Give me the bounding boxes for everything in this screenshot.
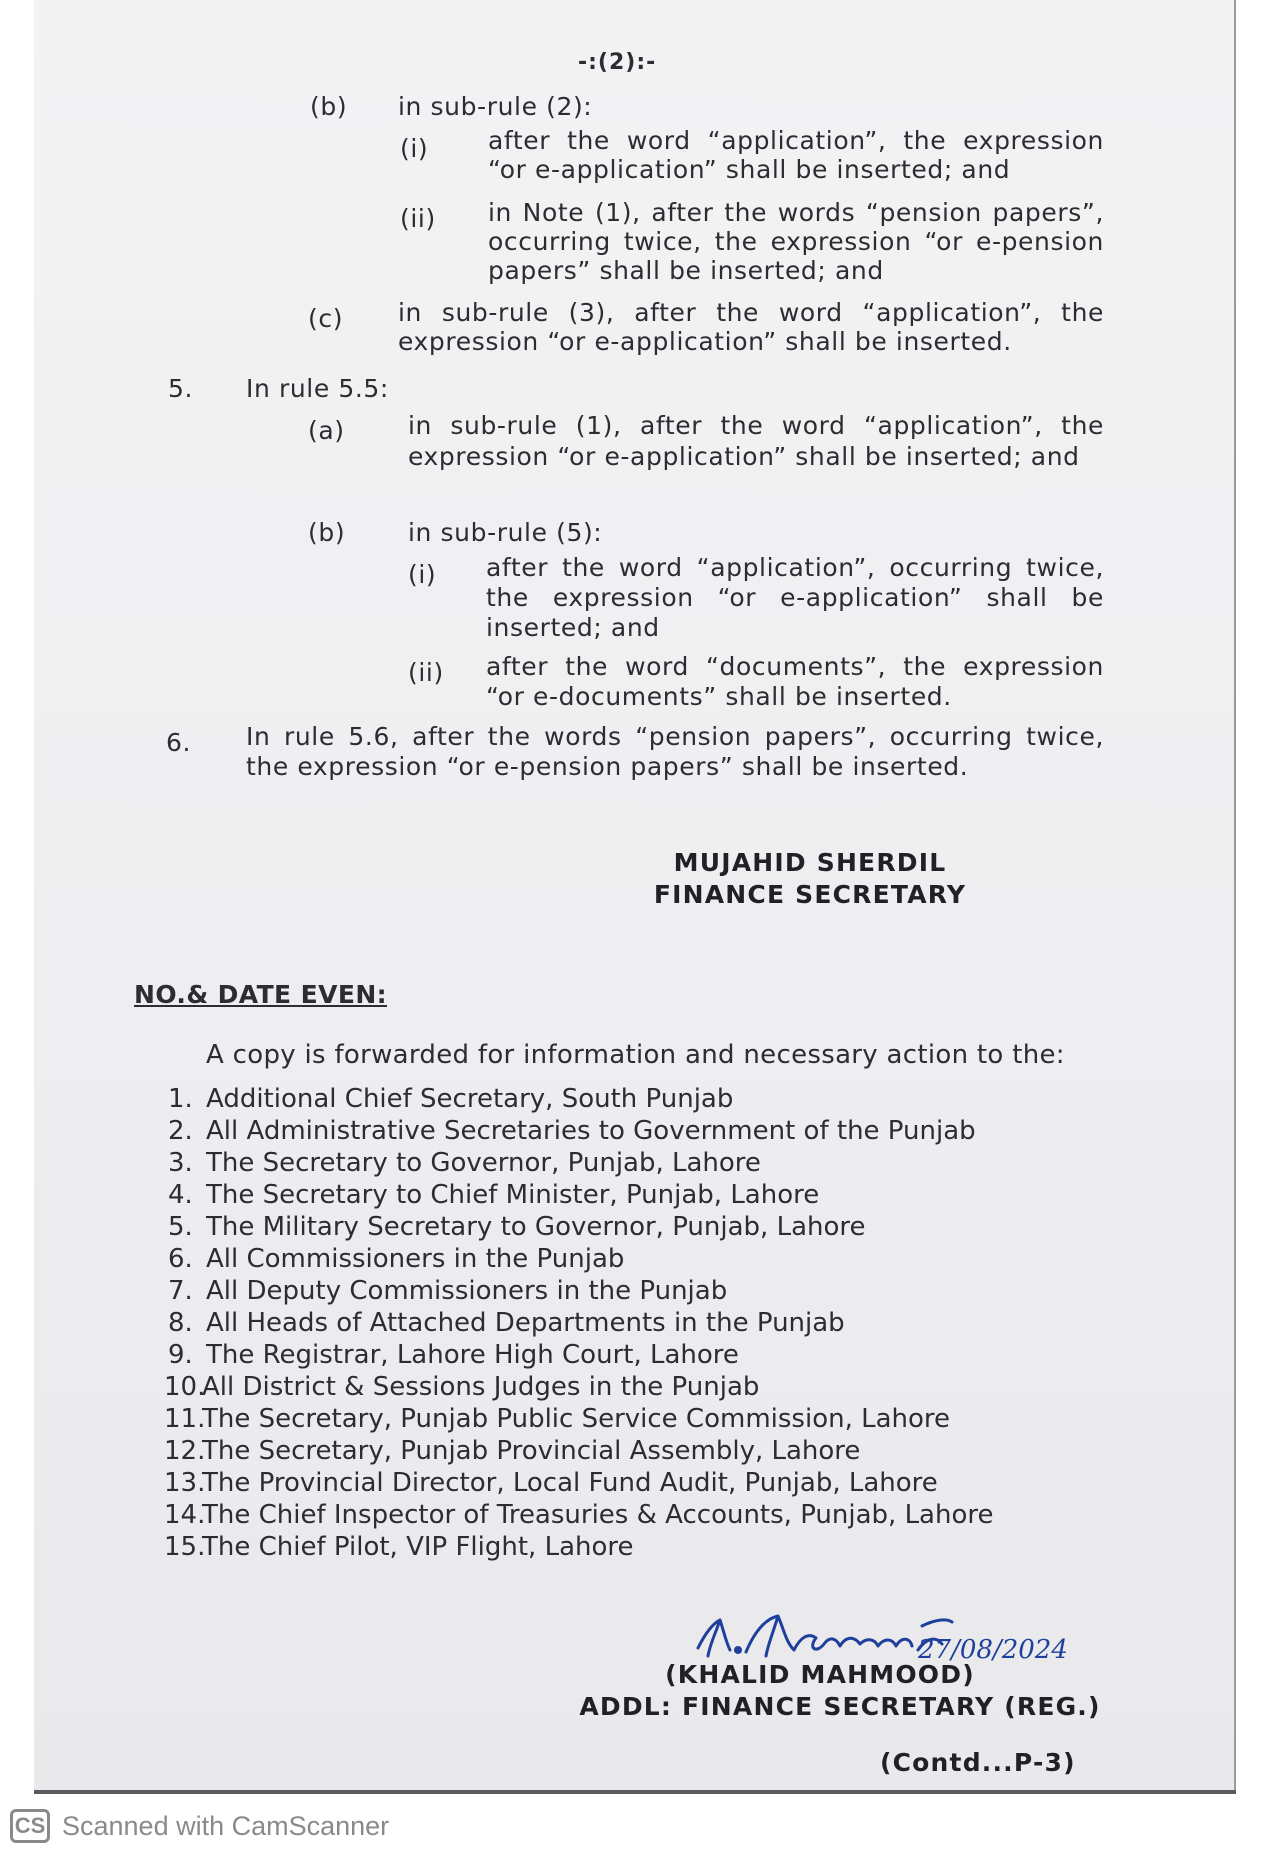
recipient-text: Additional Chief Secretary, South Punjab <box>206 1084 734 1114</box>
recipient-text: All Heads of Attached Departments in the Punjab <box>206 1308 845 1338</box>
clause-4b-ii-text: in Note (1), after the words “pension papers”, occurring twice, the expression “or e-pension papers” shall be inserted; and <box>488 198 1104 285</box>
clause-4c-text: in sub-rule (3), after the word “application”, the expression “or e-application” shall be inserted. <box>398 298 1104 356</box>
clause-5b-label: (b) <box>308 518 346 547</box>
clause-5b-ii-text: after the word “documents”, the expression “or e-documents” shall be inserted. <box>486 652 1104 711</box>
recipient-text: The Registrar, Lahore High Court, Lahore <box>206 1340 739 1370</box>
clause-4b-text: in sub-rule (2): <box>398 92 593 121</box>
endorsement-intro: A copy is forwarded for information and necessary action to the: <box>206 1040 1065 1070</box>
recipient-item <box>168 1180 819 1210</box>
signature-date: 27/08/2024 <box>918 1635 1068 1665</box>
page-bottom-edge <box>34 1790 1236 1794</box>
clause-6-text: In rule 5.6, after the words “pension papers”, occurring twice, the expression “or e-pension papers” shall be inserted. <box>246 722 1104 781</box>
camscanner-footer <box>10 1806 389 1846</box>
clause-4b-label: (b) <box>310 92 348 121</box>
clause-5-label: 5. <box>168 374 194 403</box>
recipient-number: 3. <box>168 1148 193 1178</box>
recipient-number: 14. <box>164 1500 206 1530</box>
second-signatory-name: (KHALID MAHMOOD) <box>665 1660 975 1689</box>
clause-5-text: In rule 5.5: <box>246 374 389 403</box>
recipient-text: The Secretary, Punjab Provincial Assembly, Lahore <box>202 1436 861 1466</box>
recipient-item <box>164 1372 759 1402</box>
signature-scribble <box>698 1616 952 1656</box>
endorsement-heading: NO.& DATE EVEN: <box>134 980 388 1009</box>
clause-6-label: 6. <box>166 728 192 757</box>
recipient-item <box>168 1084 733 1114</box>
recipient-text: The Provincial Director, Local Fund Audit, Punjab, Lahore <box>202 1468 938 1498</box>
recipient-number: 13. <box>164 1468 206 1498</box>
recipient-text: The Chief Inspector of Treasuries & Accounts, Punjab, Lahore <box>202 1500 994 1530</box>
recipient-number: 7. <box>168 1276 193 1306</box>
recipient-number: 9. <box>168 1340 193 1370</box>
camscanner-logo-icon: CS <box>10 1809 50 1843</box>
recipient-number: 11. <box>164 1404 206 1434</box>
clause-5a-label: (a) <box>308 416 345 445</box>
recipient-text: The Secretary, Punjab Public Service Commission, Lahore <box>202 1404 951 1434</box>
recipient-number: 4. <box>168 1180 193 1210</box>
recipient-number: 15. <box>164 1532 206 1562</box>
clause-4b-ii-label: (ii) <box>400 204 436 233</box>
clause-5b-i-label: (i) <box>408 560 437 589</box>
recipient-text: The Military Secretary to Governor, Punjab, Lahore <box>206 1212 866 1242</box>
recipient-text: All Commissioners in the Punjab <box>206 1244 625 1274</box>
recipient-number: 5. <box>168 1212 193 1242</box>
recipient-text: All Administrative Secretaries to Government of the Punjab <box>206 1116 976 1146</box>
recipient-text: The Chief Pilot, VIP Flight, Lahore <box>202 1532 634 1562</box>
clause-4b-i-text: after the word “application”, the expression “or e-application” shall be inserted; and <box>488 126 1104 184</box>
clause-5b-i-text: after the word “application”, occurring twice, the expression “or e-application” shall be inserted; and <box>486 553 1104 642</box>
recipient-text: The Secretary to Chief Minister, Punjab, Lahore <box>206 1180 820 1210</box>
clause-5b-text: in sub-rule (5): <box>408 518 603 547</box>
clause-4c-label: (c) <box>308 304 344 333</box>
continuation-note: (Contd...P-3) <box>880 1748 1076 1777</box>
clause-5a-text: in sub-rule (1), after the word “application”, the expression “or e-application” shall be inserted; and <box>408 411 1104 471</box>
recipient-item <box>164 1500 994 1530</box>
recipient-number: 12. <box>164 1436 206 1466</box>
recipient-number: 2. <box>168 1116 193 1146</box>
recipient-text: All District & Sessions Judges in the Punjab <box>202 1372 760 1402</box>
clause-5b-ii-label: (ii) <box>408 658 444 687</box>
camscanner-label: Scanned with CamScanner <box>62 1810 390 1841</box>
second-signatory-title: ADDL: FINANCE SECRETARY (REG.) <box>579 1692 1101 1721</box>
recipient-item <box>168 1212 866 1242</box>
recipient-number: 10. <box>164 1372 206 1402</box>
recipient-item <box>168 1244 624 1274</box>
recipient-number: 8. <box>168 1308 193 1338</box>
recipient-item <box>168 1116 976 1146</box>
recipient-item <box>164 1468 938 1498</box>
signatory-name: MUJAHID SHERDIL <box>673 848 947 877</box>
recipient-text: The Secretary to Governor, Punjab, Lahore <box>206 1148 761 1178</box>
recipient-item <box>168 1276 727 1306</box>
clause-4b-i-label: (i) <box>400 134 429 163</box>
recipient-item <box>168 1308 845 1338</box>
recipient-item <box>164 1436 860 1466</box>
recipient-number: 1. <box>168 1084 193 1114</box>
recipient-item <box>164 1532 634 1562</box>
signatory-title: FINANCE SECRETARY <box>653 880 967 909</box>
recipient-number: 6. <box>168 1244 193 1274</box>
recipient-item <box>168 1148 761 1178</box>
recipient-item <box>164 1404 950 1434</box>
page-number: -:(2):- <box>578 50 657 75</box>
recipient-item <box>168 1340 739 1370</box>
recipient-text: All Deputy Commissioners in the Punjab <box>206 1276 728 1306</box>
